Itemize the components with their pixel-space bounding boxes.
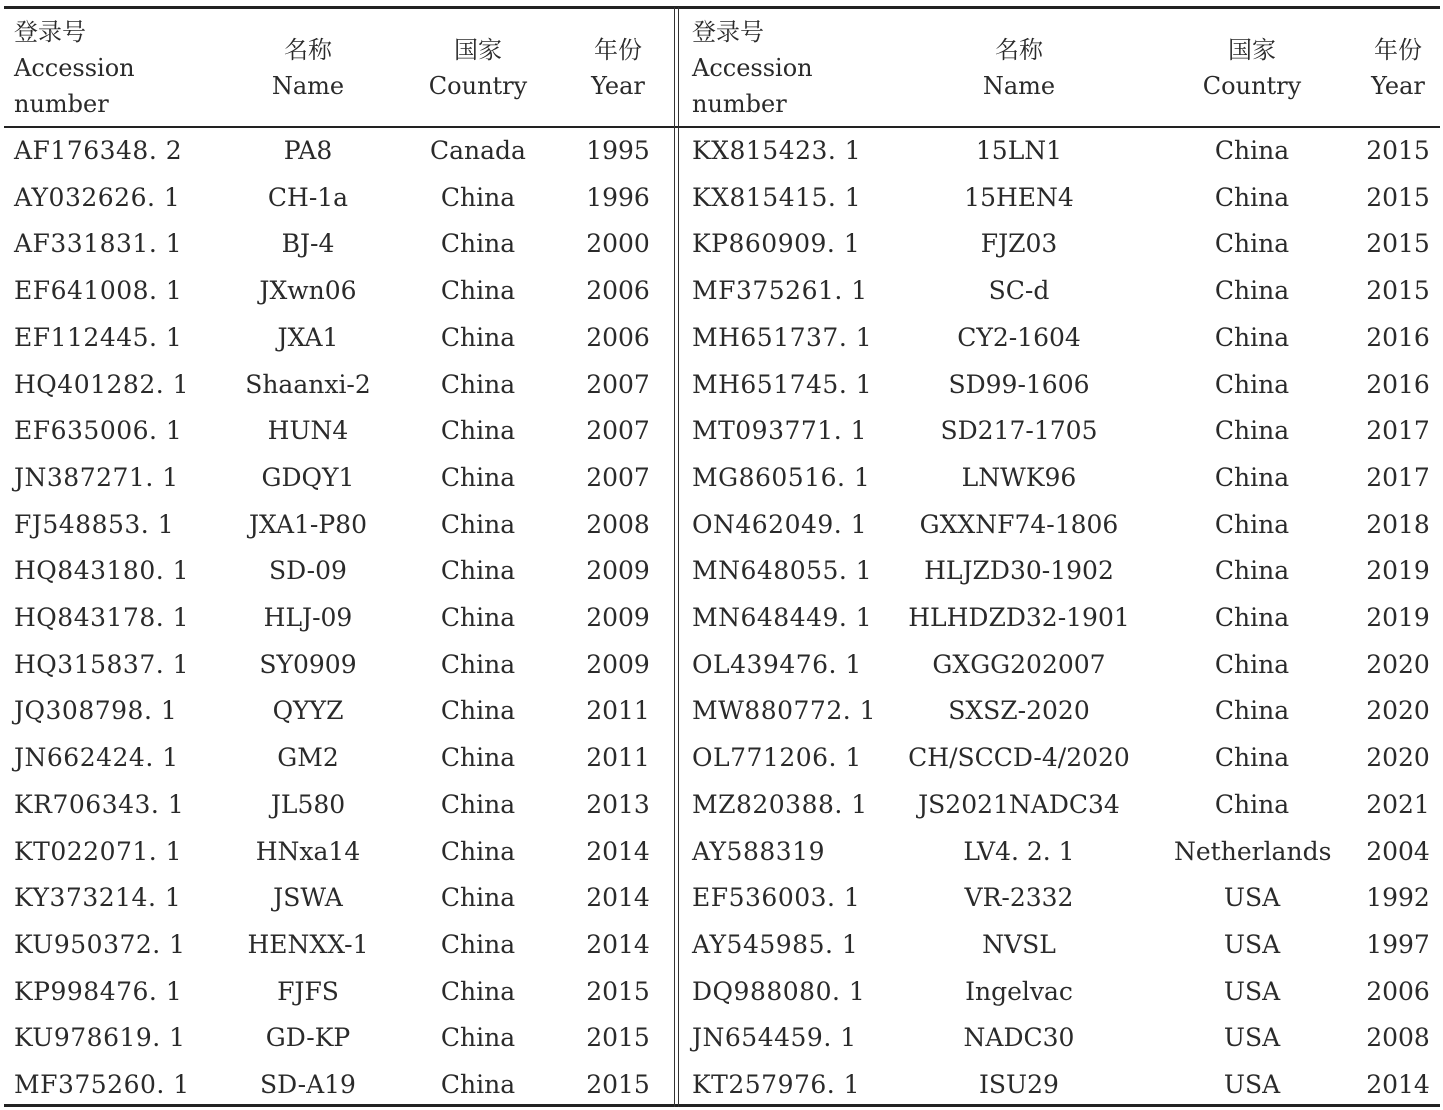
cell-country: China (440, 976, 516, 1006)
cell-country: China (440, 649, 516, 679)
cell-name: PA8 (283, 136, 333, 165)
cell-acc: HQ843178. 1 (14, 603, 190, 632)
cell-year: 1992 (1366, 883, 1430, 913)
cell-year: 2014 (586, 883, 650, 913)
cell-acc: KR706343. 1 (14, 789, 185, 819)
cell-country: China (440, 556, 516, 586)
table-row (4, 829, 1440, 876)
cell-acc: EF536003. 1 (692, 883, 861, 913)
cell-country: China (440, 229, 516, 259)
cell-acc: KX815423. 1 (692, 136, 862, 165)
table-row (4, 221, 1440, 268)
cell-name: Shaanxi-2 (245, 369, 371, 399)
table-row (4, 1015, 1440, 1062)
cell-year: 2015 (1366, 136, 1430, 165)
cell-acc: OL439476. 1 (692, 649, 862, 679)
cell-acc: MH651745. 1 (692, 369, 873, 399)
cell-country: China (1214, 369, 1290, 399)
header-name-zh: 名称 (995, 36, 1043, 64)
header-accession-right (692, 14, 892, 122)
cell-name: HNxa14 (255, 836, 361, 866)
cell-year: 2015 (1366, 182, 1430, 212)
header-year-en: Year (591, 72, 645, 100)
header-accession-zh: 登录号 (692, 18, 764, 46)
cell-name: LNWK96 (961, 462, 1077, 492)
cell-year: 2016 (1366, 322, 1430, 352)
cell-acc: HQ843180. 1 (14, 556, 190, 586)
header-year-zh: 年份 (1374, 36, 1422, 64)
cell-country: China (1214, 136, 1290, 165)
header-year-zh: 年份 (594, 36, 642, 64)
cell-acc: DQ988080. 1 (692, 976, 866, 1006)
cell-acc: MN648449. 1 (692, 603, 873, 632)
cell-acc: EF112445. 1 (14, 322, 183, 352)
cell-country: China (440, 276, 516, 306)
cell-acc: JN387271. 1 (14, 462, 179, 492)
cell-name: SD-A19 (260, 1070, 356, 1099)
cell-name: HLJ-09 (263, 603, 353, 632)
cell-country: China (440, 836, 516, 866)
header-accession-en2: number (692, 90, 787, 118)
cell-name: 15HEN4 (964, 182, 1074, 212)
cell-country: China (440, 743, 516, 773)
cell-country: China (440, 322, 516, 352)
table-row (4, 875, 1440, 922)
cell-acc: MH651737. 1 (692, 322, 873, 352)
cell-country: China (1214, 789, 1290, 819)
cell-country: USA (1223, 976, 1281, 1006)
cell-acc: ON462049. 1 (692, 509, 868, 539)
cell-acc: AY545985. 1 (692, 929, 859, 959)
cell-name: SC-d (988, 276, 1050, 306)
cell-year: 2019 (1366, 603, 1430, 632)
header-country-right (1174, 14, 1330, 122)
table-row (4, 362, 1440, 409)
header-accession-en2: number (14, 90, 109, 118)
cell-year: 2014 (1366, 1070, 1430, 1099)
cell-acc: MW880772. 1 (692, 696, 877, 726)
cell-country: China (440, 1070, 516, 1099)
cell-country: China (1214, 743, 1290, 773)
cell-acc: MG860516. 1 (692, 462, 871, 492)
header-country-zh: 国家 (1228, 36, 1276, 64)
cell-country: China (440, 369, 516, 399)
cell-country: China (440, 789, 516, 819)
cell-acc: AF331831. 1 (14, 229, 183, 259)
cell-acc: AF176348. 2 (14, 136, 183, 165)
cell-country: Netherlands (1174, 836, 1332, 866)
table-row (4, 642, 1440, 689)
header-accession-en1: Accession (14, 54, 135, 82)
cell-name: Ingelvac (965, 976, 1073, 1006)
cell-year: 1996 (586, 182, 650, 212)
cell-name: CH-1a (267, 182, 349, 212)
table-row (4, 455, 1440, 502)
cell-year: 2006 (586, 276, 650, 306)
cell-name: CY2-1604 (957, 322, 1081, 352)
cell-country: China (440, 883, 516, 913)
table-row (4, 1062, 1440, 1109)
cell-year: 2014 (586, 929, 650, 959)
header-year-en: Year (1371, 72, 1425, 100)
cell-year: 2013 (586, 789, 650, 819)
cell-country: Canada (430, 136, 526, 165)
cell-year: 2000 (586, 229, 650, 259)
cell-name: JL580 (270, 789, 346, 819)
cell-year: 2011 (586, 696, 650, 726)
cell-acc: JQ308798. 1 (14, 696, 178, 726)
cell-year: 2015 (586, 976, 650, 1006)
cell-year: 2015 (1366, 276, 1430, 306)
table-row (4, 735, 1440, 782)
cell-acc: MN648055. 1 (692, 556, 873, 586)
cell-year: 2020 (1366, 696, 1430, 726)
cell-name: CH/SCCD-4/2020 (908, 743, 1130, 773)
cell-name: JS2021NADC34 (918, 789, 1120, 819)
cell-year: 2006 (1366, 976, 1430, 1006)
cell-year: 2009 (586, 603, 650, 632)
cell-name: FJFS (277, 976, 339, 1006)
cell-year: 2007 (586, 369, 650, 399)
cell-acc: KT022071. 1 (14, 836, 183, 866)
cell-name: SD217-1705 (940, 416, 1098, 446)
cell-name: HLJZD30-1902 (924, 556, 1114, 586)
cell-year: 2014 (586, 836, 650, 866)
cell-year: 2011 (586, 743, 650, 773)
cell-name: BJ-4 (281, 229, 335, 259)
header-country-left (408, 14, 548, 122)
table-row (4, 548, 1440, 595)
cell-name: JXwn06 (259, 276, 357, 306)
cell-year: 2018 (1366, 509, 1430, 539)
cell-acc: KX815415. 1 (692, 182, 862, 212)
cell-acc: HQ401282. 1 (14, 369, 190, 399)
strain-table (4, 0, 1440, 1110)
cell-country: China (440, 929, 516, 959)
cell-acc: AY032626. 1 (14, 182, 181, 212)
cell-year: 2007 (586, 462, 650, 492)
cell-acc: KT257976. 1 (692, 1070, 861, 1099)
table-row (4, 782, 1440, 829)
table-row (4, 502, 1440, 549)
cell-country: China (1214, 462, 1290, 492)
cell-name: FJZ03 (980, 229, 1058, 259)
cell-country: USA (1223, 1023, 1281, 1053)
cell-year: 2015 (586, 1023, 650, 1053)
cell-country: China (1214, 696, 1290, 726)
cell-name: JXA1 (277, 322, 339, 352)
cell-country: China (1214, 276, 1290, 306)
cell-country: China (1214, 322, 1290, 352)
cell-name: VR-2332 (964, 883, 1074, 913)
table-row (4, 175, 1440, 222)
cell-country: China (1214, 649, 1290, 679)
cell-acc: JN654459. 1 (692, 1023, 857, 1053)
cell-year: 2017 (1366, 462, 1430, 492)
cell-country: China (1214, 182, 1290, 212)
cell-year: 2016 (1366, 369, 1430, 399)
cell-acc: KY373214. 1 (14, 883, 182, 913)
cell-name: SD-09 (269, 556, 347, 586)
cell-year: 1997 (1366, 929, 1430, 959)
cell-name: GDQY1 (261, 462, 355, 492)
cell-acc: AY588319 (692, 836, 825, 866)
cell-country: China (440, 509, 516, 539)
cell-acc: KU978619. 1 (14, 1023, 186, 1053)
table-row (4, 595, 1440, 642)
cell-acc: EF635006. 1 (14, 416, 183, 446)
header-name-right (884, 14, 1154, 122)
header-name-en: Name (982, 72, 1056, 100)
cell-acc: FJ548853. 1 (14, 509, 175, 539)
cell-name: HLHDZD32-1901 (908, 603, 1130, 632)
cell-acc: MZ820388. 1 (692, 789, 868, 819)
table-row (4, 408, 1440, 455)
cell-year: 2015 (1366, 229, 1430, 259)
cell-country: USA (1223, 929, 1281, 959)
cell-name: GM2 (277, 743, 339, 773)
header-accession-left (14, 14, 214, 122)
header-country-zh: 国家 (454, 36, 502, 64)
header-accession-en1: Accession (692, 54, 813, 82)
table-row (4, 268, 1440, 315)
table-row (4, 688, 1440, 735)
cell-country: China (1214, 556, 1290, 586)
cell-name: NADC30 (963, 1023, 1075, 1053)
cell-acc: OL771206. 1 (692, 743, 862, 773)
top-rule (4, 6, 1440, 9)
header-country-en: Country (1202, 72, 1302, 100)
cell-year: 2008 (1366, 1023, 1430, 1053)
cell-country: China (1214, 416, 1290, 446)
cell-year: 2004 (1366, 836, 1430, 866)
table-row (4, 128, 1440, 175)
cell-country: China (440, 696, 516, 726)
cell-name: JSWA (273, 883, 343, 913)
cell-year: 2007 (586, 416, 650, 446)
cell-name: HUN4 (267, 416, 349, 446)
cell-country: China (440, 182, 516, 212)
cell-year: 2015 (586, 1070, 650, 1099)
header-name-left (218, 14, 398, 122)
cell-country: USA (1223, 883, 1281, 913)
cell-acc: KU950372. 1 (14, 929, 186, 959)
cell-name: JXA1-P80 (249, 509, 367, 539)
cell-acc: JN662424. 1 (14, 743, 179, 773)
cell-name: SXSZ-2020 (948, 696, 1090, 726)
header-name-zh: 名称 (284, 36, 332, 64)
cell-name: LV4. 2. 1 (963, 836, 1075, 866)
cell-year: 2009 (586, 556, 650, 586)
cell-name: QYYZ (272, 696, 344, 726)
table-row (4, 969, 1440, 1016)
table-row (4, 922, 1440, 969)
header-year-left (568, 14, 668, 122)
cell-country: China (440, 416, 516, 446)
cell-acc: HQ315837. 1 (14, 649, 190, 679)
cell-country: China (440, 1023, 516, 1053)
cell-year: 2009 (586, 649, 650, 679)
table-row (4, 315, 1440, 362)
cell-year: 1995 (586, 136, 650, 165)
cell-name: ISU29 (979, 1070, 1059, 1099)
cell-name: GXGG202007 (932, 649, 1106, 679)
cell-country: China (440, 603, 516, 632)
header-name-en: Name (271, 72, 345, 100)
cell-year: 2019 (1366, 556, 1430, 586)
cell-acc: EF641008. 1 (14, 276, 183, 306)
cell-name: SY0909 (259, 649, 357, 679)
cell-year: 2021 (1366, 789, 1430, 819)
cell-year: 2020 (1366, 649, 1430, 679)
cell-country: China (1214, 229, 1290, 259)
cell-year: 2020 (1366, 743, 1430, 773)
cell-name: GXXNF74-1806 (919, 509, 1119, 539)
cell-acc: KP998476. 1 (14, 976, 183, 1006)
cell-country: China (440, 462, 516, 492)
header-year-right (1348, 14, 1443, 122)
cell-name: HENXX-1 (247, 929, 369, 959)
cell-year: 2017 (1366, 416, 1430, 446)
cell-country: China (1214, 509, 1290, 539)
cell-country: USA (1223, 1070, 1281, 1099)
cell-acc: KP860909. 1 (692, 229, 861, 259)
cell-acc: MT093771. 1 (692, 416, 868, 446)
cell-year: 2006 (586, 322, 650, 352)
cell-name: NVSL (982, 929, 1056, 959)
header-accession-zh: 登录号 (14, 18, 86, 46)
header-country-en: Country (428, 72, 528, 100)
cell-name: 15LN1 (975, 136, 1063, 165)
cell-year: 2008 (586, 509, 650, 539)
cell-name: SD99-1606 (948, 369, 1090, 399)
cell-country: China (1214, 603, 1290, 632)
cell-acc: MF375260. 1 (14, 1070, 190, 1099)
cell-name: GD-KP (265, 1023, 351, 1053)
cell-acc: MF375261. 1 (692, 276, 868, 306)
